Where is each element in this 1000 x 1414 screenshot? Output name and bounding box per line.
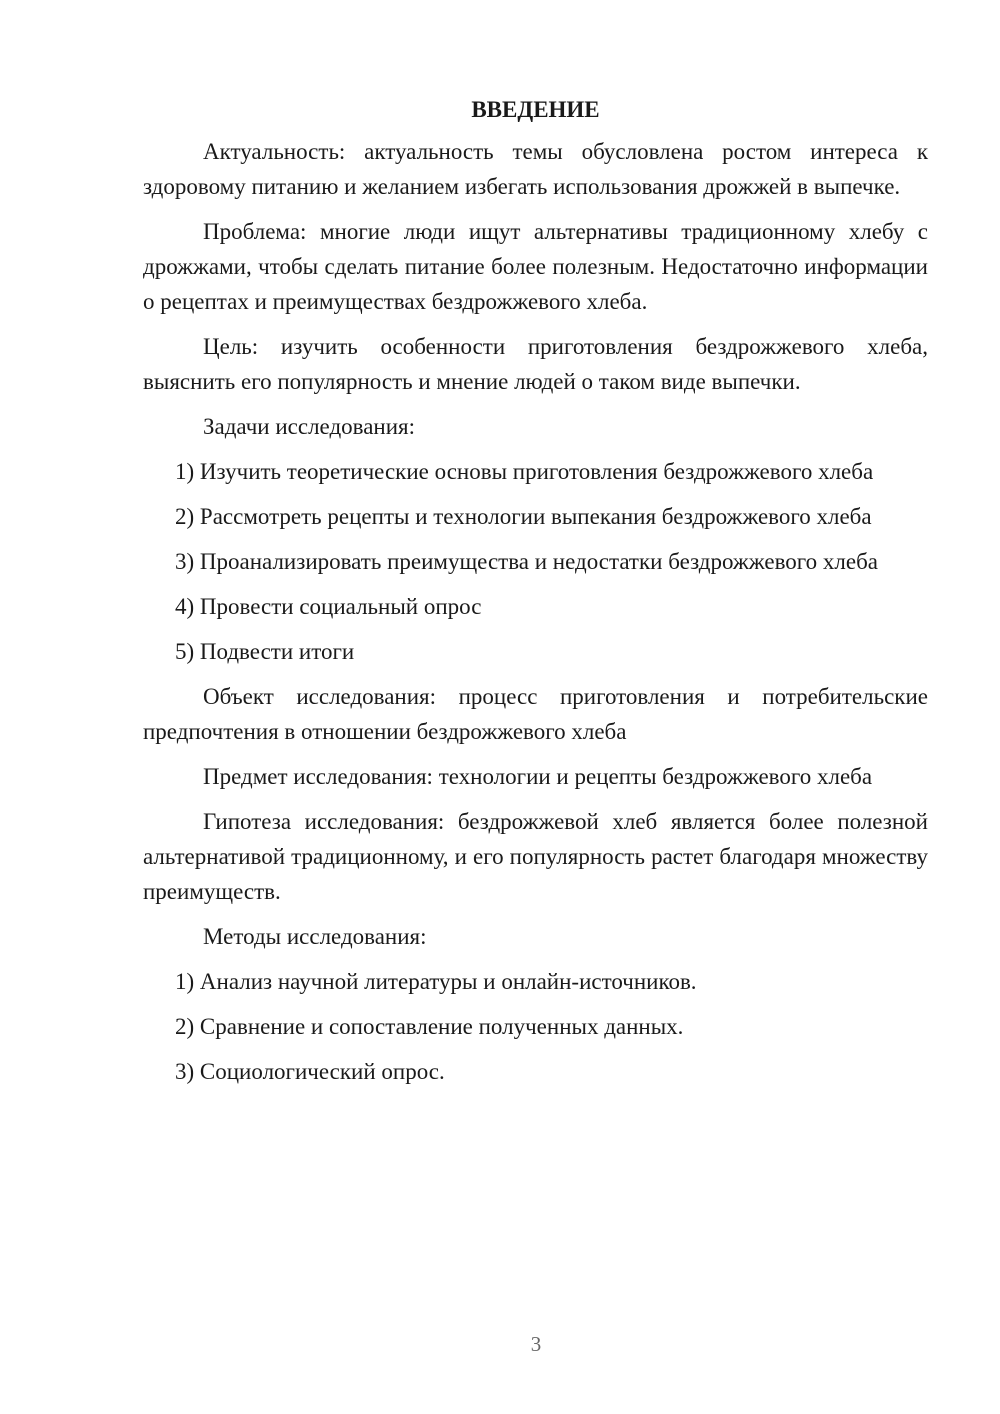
hypothesis-paragraph: Гипотеза исследования: бездрожжевой хлеб является более полезной альтернативой традиционному, и его популярность растет благодаря множеству преимуществ. <box>143 809 928 904</box>
tasks-title: Задачи исследования: <box>203 414 416 439</box>
subject-paragraph: Предмет исследования: технологии и рецепты бездрожжевого хлеба <box>203 764 873 789</box>
goal-paragraph: Цель: изучить особенности приготовления бездрожжевого хлеба, выяснить его популярность и мнение людей о таком виде выпечки. <box>143 334 928 394</box>
method-item-3: 3) Социологический опрос. <box>175 1059 445 1084</box>
methods-title: Методы исследования: <box>203 924 427 949</box>
task-item-4: 4) Провести социальный опрос <box>175 594 482 619</box>
object-paragraph: Объект исследования: процесс приготовления и потребительские предпочтения в отношении бездрожжевого хлеба <box>143 684 928 744</box>
method-item-1: 1) Анализ научной литературы и онлайн-источников. <box>175 969 697 994</box>
task-item-3: 3) Проанализировать преимущества и недостатки бездрожжевого хлеба <box>175 549 879 574</box>
task-item-2: 2) Рассмотреть рецепты и технологии выпекания бездрожжевого хлеба <box>175 504 872 529</box>
page-content <box>143 92 928 1099</box>
method-item-2: 2) Сравнение и сопоставление полученных данных. <box>175 1014 684 1039</box>
task-item-5: 5) Подвести итоги <box>175 639 355 664</box>
relevance-paragraph: Актуальность: актуальность темы обусловлена ростом интереса к здоровому питанию и желанием избегать использования дрожжей в выпечке. <box>143 139 928 199</box>
page-number: 3 <box>530 1332 542 1356</box>
problem-paragraph: Проблема: многие люди ищут альтернативы традиционному хлебу с дрожжами, чтобы сделать питание более полезным. Недостаточно информации о рецептах и преимуществах бездрожжевого хлеба. <box>143 219 928 314</box>
section-heading: ВВЕДЕНИЕ <box>471 97 600 122</box>
task-item-1: 1) Изучить теоретические основы приготовления бездрожжевого хлеба <box>175 459 874 484</box>
